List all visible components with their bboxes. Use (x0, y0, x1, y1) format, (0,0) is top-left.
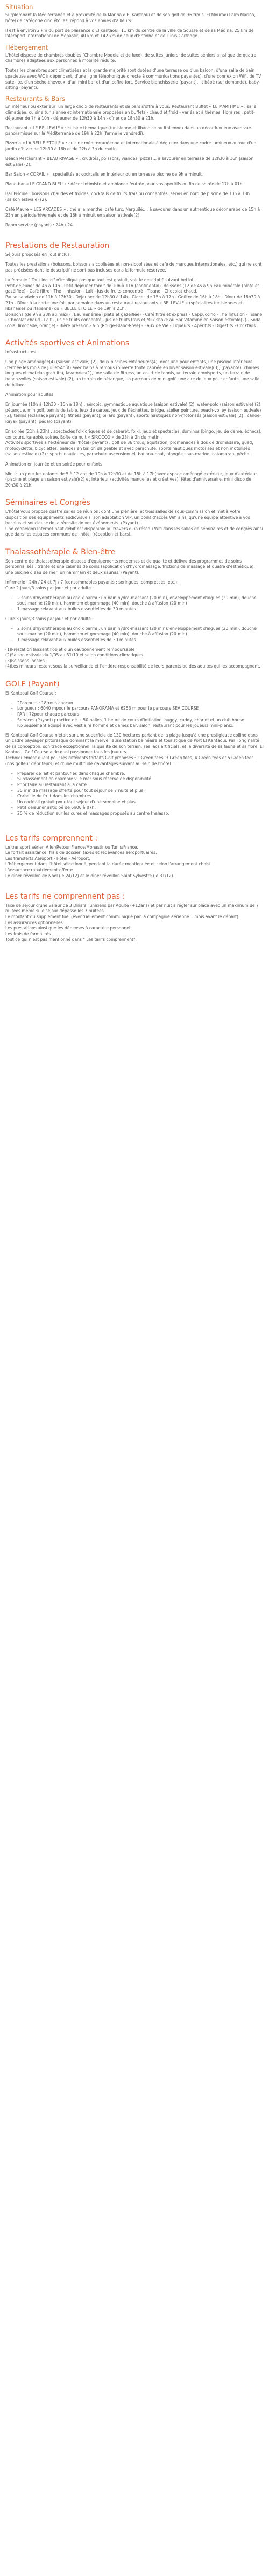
list-item: – Surclassement en chambre vue mer sous réserve de disponibilité. (5, 776, 264, 782)
paragraph: Animation pour adultes (5, 392, 53, 397)
list-item: – Services (Payant) practice de + 50 balles, 1 heure de cours d'initiation, buggy, caddy, chariot et un club house luxueusement équipé avec vestiaire homme et dames bar, salon, restaurant pour les joueurs mini-plenix. (5, 718, 264, 729)
section-title-hebergement: Hébergement (5, 43, 48, 51)
paragraph: El Kantaoui Golf Course n'était sur une superficie de 130 hectares partant de la plage jusqu'à une prestigieuse colline dans un cadre paysager pittoresque dominant la merveilleuse station balnéaire et touristique de Port El Kantaoui. Par l'originalité de sa conception, son tracé exceptionnel, la qualité de son terrain, ses lacs artificiels, et la diversité de sa faune et sa flore, El Kantaoui Golf Course a de quoi passionner tous les joueurs. Techniquement qualif pour les différents fortaits Golf proposés : 2 Green fees, 3 Green fees, 4 Green fees et 5 Green fees… (nos golfeur débrifeurs) et d'une multitude davantages suivant au sein de l'hôtel : (5, 732, 264, 766)
list-item: – 30 min de massage offerte pour tout séjour de 7 nuits et plus. (5, 788, 264, 794)
paragraph: Animation en journée et en soirée pour enfants (5, 461, 102, 467)
section-title-prestations: Prestations de Restauration (5, 241, 110, 251)
paragraph: En journée (10h à 12h30 - 15h à 18h) : aérobic, gymnastique aquatique (saison estivale) (2), water-polo (saison estivale) (2), pétanque, minigolf, tennis de table, jeux de cartes, jeux de fléchettes, bridge, atelier peinture, beach-volley (saison estivale) (2), tennis (éclairage payant), fitness (payant), billard (payant), sports nautiques non-motorisés (saison estivale) (2) : canoë-kayak (payant), pédalo (payant). (5, 402, 262, 424)
list-item: – Corbeille de fruit dans les chambres. (5, 794, 264, 800)
list-item: – 1 massage relaxant aux huiles essentielles de 30 minutes. (5, 637, 264, 643)
list-item: – 2 soins d'hydrothérapie au choix parmi : un bain hydro-massant (20 min), enveloppement d'algues (20 min), douche sous-marine (20 min), hammam et gommage (40 min), douche à affusion (20 min) (5, 595, 264, 607)
section-tarifs-inclus (5, 834, 264, 879)
section-title-restaurants: Restaurants & Bars (5, 95, 65, 103)
paragraph: Toutes les prestations (boissons, boissons alcoolisées et non-alcoolisées et café de marques internationales, etc.) qui ne sont pas précisées dans le descriptif ne sont pas incluses dans la formule réservée. (5, 262, 262, 273)
paragraph: Son centre de thalassothérapie dispose d'équipements modernes et de qualité et délivre des programmes de soins personnalisés : trente et une cabines de soins (application d'hydromassage, frictions de massage et quatre d'esthétique), une piscine d'eau de mer, un hammam et deux saunas. (Payant). (5, 558, 255, 575)
list-item: – Longueur : 6040 mpour le parcours PANORAMA et 6253 m pour le parcours SEA COURSE (5, 706, 264, 712)
list-item: – 2Parcours : 18trous chacun (5, 700, 264, 706)
paragraph: Toutes les chambres sont climatisées et la grande majorité sont dotées d'une terrasse ou d'un balcon, d'une salle de bain spacieuse avec WC indépendant, d'une ligne téléphonique directe à communications payantes), d'une connexion Wifi, de TV satellite, d'un sèche-cheveux, d'un mini bar et d'un coffre-fort. Service blanchisserie (payant), lit bébé (sur demande), baby-sitting (payant). (5, 68, 261, 91)
footnotes: (1)Prestation laissant l'objet d'un cautionnement remboursable (2)Saison estivale du 1/05 au 31/10 et selon conditions climatiques (3)Boissons locales (4)Les mineurs restent sous la surveillance et l'entière responsabilité de leurs parents ou des adultes qui les accompagnent. (5, 647, 260, 669)
list-item: – Petit déjeuner anticipé de 6h00 à 07h. (5, 805, 264, 811)
paragraph: Une plage aménagée(4) (saison estivale) (2), deux piscines extérieures(4), dont une pour enfants, une piscine intérieure (fermée les mois de Juillet-Août) avec bains à remous (ouverte toute l'année en hiver saison estivale)(3), (payante), chaises longues et matelas gratuits), lavatories(1), une salle de fitness, un court de tennis, un terrain omnisports, un terrain de beach-volley (saison estivale) (2), un terrain de pétanque, un parcours de mini-golf, une aire de jeux pour enfants, une salle de billard. (5, 359, 260, 387)
paragraph: En soirée (21h à 23h) : spectacles folkloriques et de cabaret, folkl, jeux et spectacles, dominos (bingo, jeu de dame, échecs), concours, karaoké, soirée. Boîte de nuit « SIROCCO » de 23h à 2h du matin. Activités sportives à l'extérieur de l'hôtel (payant) : golf de 36 trous, équitation, promenades à dos de dromadaire, quad, motocyclette, bicyclettes, balades en ballon dirigeable et avec parachute, sports nautiques motorisés et non motorisés (saison estivale) (2) : sports nautiques, parachute ascensionnel, banana-boat, plongée sous-marine, catamaran, pêche. (5, 428, 262, 457)
section-title-golf: GOLF (Payant) (5, 679, 60, 689)
section-thalasso (5, 547, 264, 670)
paragraph: El Kantaoui Golf Course : (5, 690, 56, 696)
list-item: – Prioritaire au restaurant à la carte. (5, 782, 264, 788)
section-title-activites: Activités sportives et Animations (5, 339, 130, 348)
list-item: – Préparer de lait et pantoufles dans chaque chambre. (5, 771, 264, 777)
section-title-thalasso: Thalassothérapie & Bien-être (5, 547, 116, 557)
paragraph: Restaurant « LE BELLEVUE » : cuisine thématique (tunisienne et libanaise ou italienne) dans un décor luxueux avec vue panoramique sur la Méditerranée de 19h à 22h (fermé le vendredi). (5, 125, 251, 136)
list-item: – Un cocktail gratuit pour tout séjour d'une semaine et plus. (5, 800, 264, 806)
section-golf (5, 679, 264, 817)
paragraph: Infrastructures (5, 350, 36, 355)
section-activites (5, 338, 264, 488)
paragraph: Café Maure « LES ARCADES » : thé à la menthe, café turc, Narguilé…, à savourer dans un authentique décor arabe de 15h à 23h en période hivernale et de 16h à minuit en saison estivale(2). (5, 207, 260, 218)
paragraph: La formule " Tout inclus" n'implique pas que tout est gratuit, voir le descriptif suivant bel loi : Petit-déjeuner de 4h à 10h - Petit-déjeuner tardif de 10h à 11h (continental). Boissons (12 de 4s à 9h Eau minérale (plate et gazéifiée) - Café filtre - Thé - Infusion - Lait - Jus de fruits concentré - Tisane - Chocolat chaud. Pause sandwich de 11h à 12h30 - Déjeuner de 12h30 à 14h - Glaces de 15h à 17h - Goûter de 16h à 18h - Dîner de 18h30 à 21h - Dîner à la carte une fois par semaine dans un restaurant restaurants « BELLEVUE » (spécialités tunisiennes et libanaises ou italienne) ou « BELLE ETOILE » de 19h à 21h. Boissons (de 9h à 23h au maxi) : Eau minérale (plate et gazéifiée) - Café filtre et express - Cappuccino - Thé Infusion - Tisane - Chocolat chaud - Lait - Jus de fruits concentré - Jus de fruits frais et Milk shake au Bar Vitaminé en Saison estivale(2) - Soda (cola, limonade, orange) - Bière pression - Vin (Rouge-Blanc-Rosé) - Eaux de Vie - Liqueurs - Apéritifs - Digestifs - Cocktails. (5, 277, 263, 328)
section-title-tarifs-inclus: Les tarifs comprennent : (5, 834, 98, 843)
paragraph: Bar Piscine : boissons chaudes et froides, cocktails de fruits frais ou concentrés, servis en bord de piscine de 10h à 18h (saison estivale) (2). (5, 191, 250, 202)
golf-facts-list (5, 700, 264, 729)
paragraph: Piano-bar « LE GRAND BLEU » : décor intimiste et ambiance feutrée pour vos apéritifs ou fin de soirée de 17h à 01h. (5, 182, 244, 187)
paragraph: Infirmerie : 24h / 24 et 7j / 7 (consommables payants : seringues, compresses, etc.). Cure 2 jours/3 soins par jour et par adulte : (5, 580, 179, 591)
paragraph: Le transport aérien Aller/Retour France/Monastir ou Tunis/France. Le forfait assistance, frais de dossier, taxes et redevances aéroportuaires. Les transferts Aéroport - Hôtel - Aéroport. L'hébergement dans l'hôtel sélectionné, pendant la durée mentionnée et selon l'arrangement choisi. L'assurance rapatriement offerte. Le dîner réveillon de Noël (le 24/12) et le dîner réveillon Saint Sylvestre (le 31/12). (5, 844, 212, 878)
paragraph: Taxe de séjour d'une valeur de 3 Dinars Tunisiens par Adulte (+12ans) et par nuit à régler sur place avec un maximum de 7 nuitées même si le séjour dépasse les 7 nuitées. Le montant du supplément fuel (éventuellement communiqué par la compagnie aérienne 1 mois avant le départ). Les assurances optionnelles. Les prestations ainsi que les dépenses à caractère personnel. Les frais de formalités. Tout ce qui n'est pas mentionné dans " Les tarifs comprennent". (5, 902, 259, 942)
paragraph: L'hôtel vous propose quatre salles de réunion, dont une plénière, et trois salles de sous-commission et met à votre disposition des équipements audiovisuels, son adaptation VIP, un point d'accès Wifi ainsi qu'une équipe attentive à vos besoins et soucieuse de la réussite de vos événements. (Payant). Une connexion Internet haut débit est disponible au travers d'un réseau Wifi dans les salles de séminaires et de congrès ainsi que dans les espaces communs de l'hôtel (réception et bars). (5, 509, 263, 537)
paragraph: Beach Restaurant « BEAU RIVAGE » : crudités, poissons, viandes, pizzas… à savourer en terrasse de 12h30 à 16h (saison estivale) (2). (5, 156, 254, 167)
cure-2-days-list (5, 595, 264, 613)
section-prestations (5, 241, 264, 329)
list-item: – 1 massage relaxant aux huiles essentielles de 30 minutes. (5, 607, 264, 613)
section-title-situation: Situation (5, 3, 33, 11)
golf-advantages-list (5, 771, 264, 817)
section-title-tarifs-exclus: Les tarifs ne comprennent pas : (5, 892, 125, 901)
section-tarifs-exclus (5, 892, 264, 943)
paragraph: Pizzeria « LA BELLE ETOILE » : cuisine méditerranéenne et internationale à déguster dans une cadre lumineux autour d'un jardin d'hiver de 12h30 à 16h et de 22h à 3h du matin. (5, 141, 257, 152)
cure-3-days-list (5, 626, 264, 643)
list-item: – 2 soins d'hydrothérapie au choix parmi : un bain hydro-massant (20 min), enveloppement d'algues (20 min), douche sous-marine (20 min), hammam et gommage (40 min), douche à affusion (20 min) (5, 626, 264, 637)
paragraph: En intérieur ou extérieur, un large choix de restaurants et de bars s'offre à vous: Restaurant Buffet « LE MARITIME » : salle climatisée, cuisine tunisienne et internationale proposées en buffets - chaud et froid - variés et à thèmes. Horaires : petit-déjeuner de 7h à 10h - déjeuner de 12h30 à 14h - dîner de 18h30 à 21h. (5, 104, 257, 121)
list-item: – PAR : 72pour chaque parcours (5, 712, 264, 718)
section-hebergement (5, 44, 264, 91)
paragraph: L'hôtel dispose de chambres doubles (Chambre Modèle et de luxe), de suites juniors, de suites séniors ainsi que de quatre chambres adaptées aux personnes à mobilité réduite. (5, 52, 257, 64)
hotel-description-page (0, 0, 269, 953)
list-item: – 20 % de réduction sur les cures et massages proposés au centre thalasso. (5, 811, 264, 817)
paragraph: Surplombant la Méditerranée et à proximité de la Marina d'El Kantaoui et de son golf de 36 trous, El Mouradi Palm Marina, hôtel de catégorie cinq étoiles, répond à vos envies d'ailleurs. (5, 12, 256, 23)
paragraph: Cure 3 jours/3 soins par jour et par adulte : (5, 616, 94, 621)
section-title-seminaires: Séminaires et Congrès (5, 498, 91, 508)
paragraph: Mini-club pour les enfants de 5 à 12 ans de 10h à 12h30 et de 15h à 17h(avec espace aménagé extérieur, jeux d'extérieur (piscine et plage en saison estivale)(2) et intérieur (activités manuelles et créatives), fêtes d'anniversaire, mini disco de 20h30 à 21h. (5, 471, 257, 488)
section-seminaires (5, 498, 264, 538)
section-situation (5, 3, 264, 39)
paragraph: Il est à environ 2 km du port de plaisance d'El Kantaoui, 11 km du centre de la ville de Sousse et de sa Médina, 25 km de l'Aéroport International de Monastir, 40 km et 142 km de ceux d'Enfidha et de Tunis-Carthage. (5, 27, 254, 39)
paragraph: Bar Salon « CORAIL » : spécialités et cocktails en intérieur ou en terrasse piscine de 9h à minuit. (5, 172, 203, 177)
section-restaurants (5, 95, 264, 228)
paragraph: Room service (payant) : 24h / 24. (5, 222, 74, 227)
paragraph: Séjours proposés en Tout inclus. (5, 252, 71, 258)
